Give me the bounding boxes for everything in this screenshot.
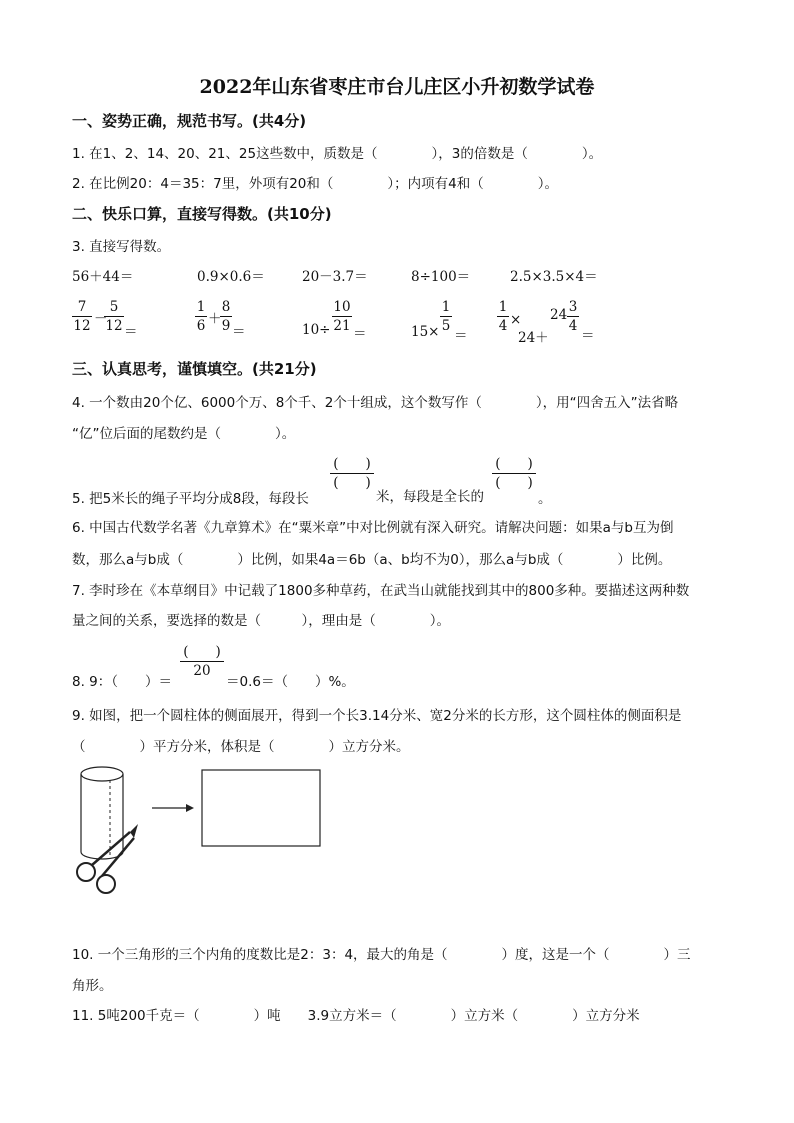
question-7-line-1: 7. 李时珍在《本草纲目》中记载了1800多种草药，在武当山就能找到其中的800多种。要描述这两种数 (72, 583, 690, 599)
question-2: 2. 在比例20：4＝35：7里，外项有20和（ ）；内项有4和（ ）。 (72, 176, 558, 192)
unfolded-rectangle (202, 770, 320, 846)
page-title: 2022年山东省枣庄市台儿庄区小升初数学试卷 (199, 76, 595, 98)
question-4-line-1: 4. 一个数由20个亿、6000个万、8个千、2个十组成，这个数写作（ ），用“四舍五入”法省略 (72, 395, 679, 411)
cylinder-unfold-figure (70, 760, 350, 900)
question-1: 1. 在1、2、14、20、21、25这些数中，质数是（ ），3的倍数是（ ）。 (72, 146, 603, 162)
question-10-line-1: 10. 一个三角形的三个内角的度数比是2：3：4，最大的角是（ ）度，这是一个（ ）三 (72, 947, 691, 963)
question-4-line-2: “亿”位后面的尾数约是（ ）。 (72, 426, 296, 442)
question-7-line-2: 量之间的关系，要选择的数是（ ），理由是（ ）。 (72, 613, 450, 629)
question-6-line-2: 数，那么a与b成（ ）比例，如果4a＝6b（a、b均不为0），那么a与b成（ ）比例。 (72, 552, 672, 568)
calc-item: 2.5×3.5×4＝ (510, 269, 598, 285)
calc-item: 56＋44＝ (72, 269, 134, 285)
question-9-line-1: 9. 如图，把一个圆柱体的侧面展开，得到一个长3.14分米、宽2分米的长方形，这个圆柱体的侧面积是 (72, 708, 682, 724)
question-3-label: 3. 直接写得数。 (72, 239, 171, 255)
arrow-right-icon (152, 804, 194, 812)
calc-item: 20－3.7＝ (302, 269, 368, 285)
section-heading-1: 一、姿势正确，规范书写。(共4分) (72, 112, 307, 130)
section-heading-2: 二、快乐口算，直接写得数。(共10分) (72, 205, 332, 223)
section-heading-3: 三、认真思考，谨慎填空。(共21分) (72, 360, 317, 378)
calc-item: 8÷100＝ (411, 269, 471, 285)
calc-item: 0.9×0.6＝ (197, 269, 265, 285)
question-10-line-2: 角形。 (72, 978, 113, 994)
question-9-line-2: （ ）平方分米，体积是（ ）立方分米。 (72, 739, 410, 755)
question-11: 11. 5吨200千克＝（ ）吨 3.9立方米＝（ ）立方米（ ）立方分米 (72, 1008, 640, 1024)
question-6-line-1: 6. 中国古代数学名著《九章算术》在“粟米章”中对比例就有深入研究。请解决问题：如果a与b互为倒 (72, 520, 674, 536)
